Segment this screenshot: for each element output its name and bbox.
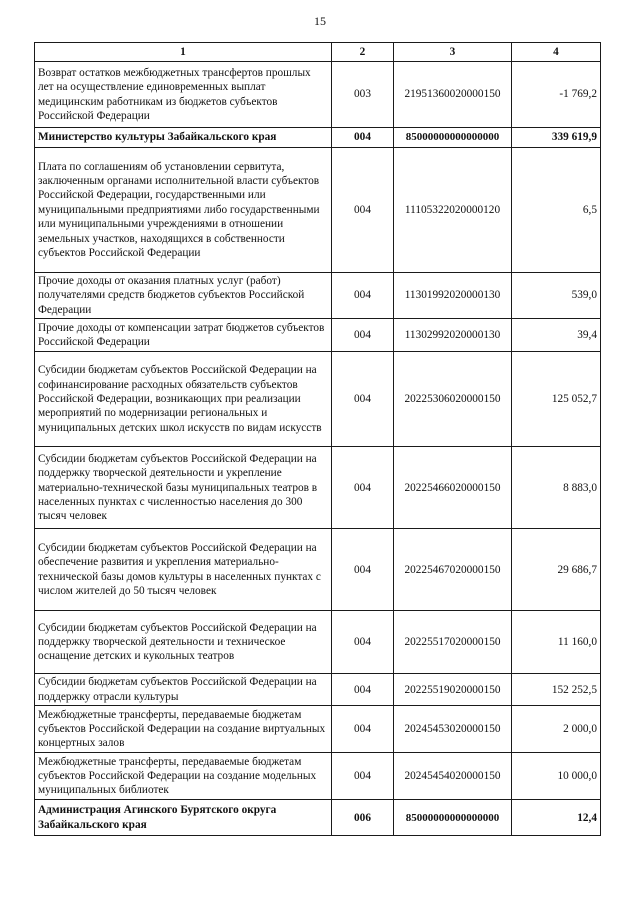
row-name: Субсидии бюджетам субъектов Российской Федерации на поддержку творческой деятельности и техническое оснащение детских и кукольных театров — [35, 611, 332, 674]
header-col-3: 3 — [394, 43, 512, 62]
row-kbk: 85000000000000000 — [394, 128, 512, 148]
header-col-2: 2 — [332, 43, 394, 62]
row-name: Субсидии бюджетам субъектов Российской Федерации на софинансирование расходных обязательств субъектов Российской Федерации, возникающих при реализации мероприятий по модернизации региональных и муниципальных детских школ искусств по видам искусств — [35, 352, 332, 447]
row-admin-code: 006 — [332, 800, 394, 836]
row-name: Плата по соглашениям об установлении сервитута, заключенным органами исполнительной власти субъектов Российской Федерации, государственными или муниципальными предприятиями либо государственными или муниципальными учреждениями в отношении земельных участков, находящихся в собственности субъектов Российской Федерации — [35, 148, 332, 273]
row-amount: 539,0 — [512, 273, 601, 319]
row-name: Прочие доходы от оказания платных услуг (работ) получателями средств бюджетов субъектов Российской Федерации — [35, 273, 332, 319]
table-row — [35, 273, 601, 319]
row-amount: 125 052,7 — [512, 352, 601, 447]
row-amount: 12,4 — [512, 800, 601, 836]
row-admin-code: 004 — [332, 611, 394, 674]
row-admin-code: 004 — [332, 447, 394, 529]
row-amount: 2 000,0 — [512, 706, 601, 753]
table-body — [35, 62, 601, 836]
row-kbk: 20225466020000150 — [394, 447, 512, 529]
row-kbk: 11302992020000130 — [394, 319, 512, 352]
row-amount: 6,5 — [512, 148, 601, 273]
table-row-department — [35, 800, 601, 836]
row-kbk: 20225467020000150 — [394, 529, 512, 611]
row-name: Субсидии бюджетам субъектов Российской Федерации на поддержку отрасли культуры — [35, 674, 332, 706]
row-name: Возврат остатков межбюджетных трансфертов прошлых лет на осуществление единовременных выплат медицинским работникам из бюджетов субъектов Российской Федерации — [35, 62, 332, 128]
table-row — [35, 148, 601, 273]
row-kbk: 85000000000000000 — [394, 800, 512, 836]
row-amount: 8 883,0 — [512, 447, 601, 529]
row-admin-code: 004 — [332, 273, 394, 319]
header-col-4: 4 — [512, 43, 601, 62]
row-name: Межбюджетные трансферты, передаваемые бюджетам субъектов Российской Федерации на создание модельных муниципальных библиотек — [35, 753, 332, 800]
table-row — [35, 352, 601, 447]
row-amount: 339 619,9 — [512, 128, 601, 148]
row-kbk: 20225519020000150 — [394, 674, 512, 706]
table-row — [35, 674, 601, 706]
row-admin-code: 004 — [332, 706, 394, 753]
row-admin-code: 004 — [332, 128, 394, 148]
row-kbk: 20245453020000150 — [394, 706, 512, 753]
row-amount: 10 000,0 — [512, 753, 601, 800]
row-admin-code: 004 — [332, 674, 394, 706]
row-amount: 11 160,0 — [512, 611, 601, 674]
row-name: Субсидии бюджетам субъектов Российской Федерации на поддержку творческой деятельности и укрепление материально-технической базы муниципальных театров в населенных пунктах с численностью населения до 300 тысяч человек — [35, 447, 332, 529]
row-kbk: 11105322020000120 — [394, 148, 512, 273]
row-admin-code: 004 — [332, 148, 394, 273]
row-admin-code: 003 — [332, 62, 394, 128]
row-amount: 29 686,7 — [512, 529, 601, 611]
row-amount: -1 769,2 — [512, 62, 601, 128]
row-kbk: 20225517020000150 — [394, 611, 512, 674]
row-amount: 152 252,5 — [512, 674, 601, 706]
row-name: Администрация Агинского Бурятского округа Забайкальского края — [35, 800, 332, 836]
table-row — [35, 753, 601, 800]
table-row — [35, 447, 601, 529]
row-admin-code: 004 — [332, 352, 394, 447]
table-row — [35, 319, 601, 352]
table-row — [35, 706, 601, 753]
table-header-row — [35, 43, 601, 62]
table-row — [35, 529, 601, 611]
table-row — [35, 611, 601, 674]
revenue-table — [34, 42, 601, 836]
row-kbk: 21951360020000150 — [394, 62, 512, 128]
row-kbk: 20245454020000150 — [394, 753, 512, 800]
row-admin-code: 004 — [332, 753, 394, 800]
header-col-1: 1 — [35, 43, 332, 62]
row-kbk: 11301992020000130 — [394, 273, 512, 319]
row-name: Прочие доходы от компенсации затрат бюджетов субъектов Российской Федерации — [35, 319, 332, 352]
table-row — [35, 62, 601, 128]
row-admin-code: 004 — [332, 319, 394, 352]
page-number: 15 — [314, 14, 326, 28]
row-name: Министерство культуры Забайкальского края — [35, 128, 332, 148]
row-name: Субсидии бюджетам субъектов Российской Федерации на обеспечение развития и укрепления материально-технической базы домов культуры в населенных пунктах с числом жителей до 50 тысяч человек — [35, 529, 332, 611]
row-name: Межбюджетные трансферты, передаваемые бюджетам субъектов Российской Федерации на создание виртуальных концертных залов — [35, 706, 332, 753]
row-admin-code: 004 — [332, 529, 394, 611]
table-row-department — [35, 128, 601, 148]
row-kbk: 20225306020000150 — [394, 352, 512, 447]
row-amount: 39,4 — [512, 319, 601, 352]
